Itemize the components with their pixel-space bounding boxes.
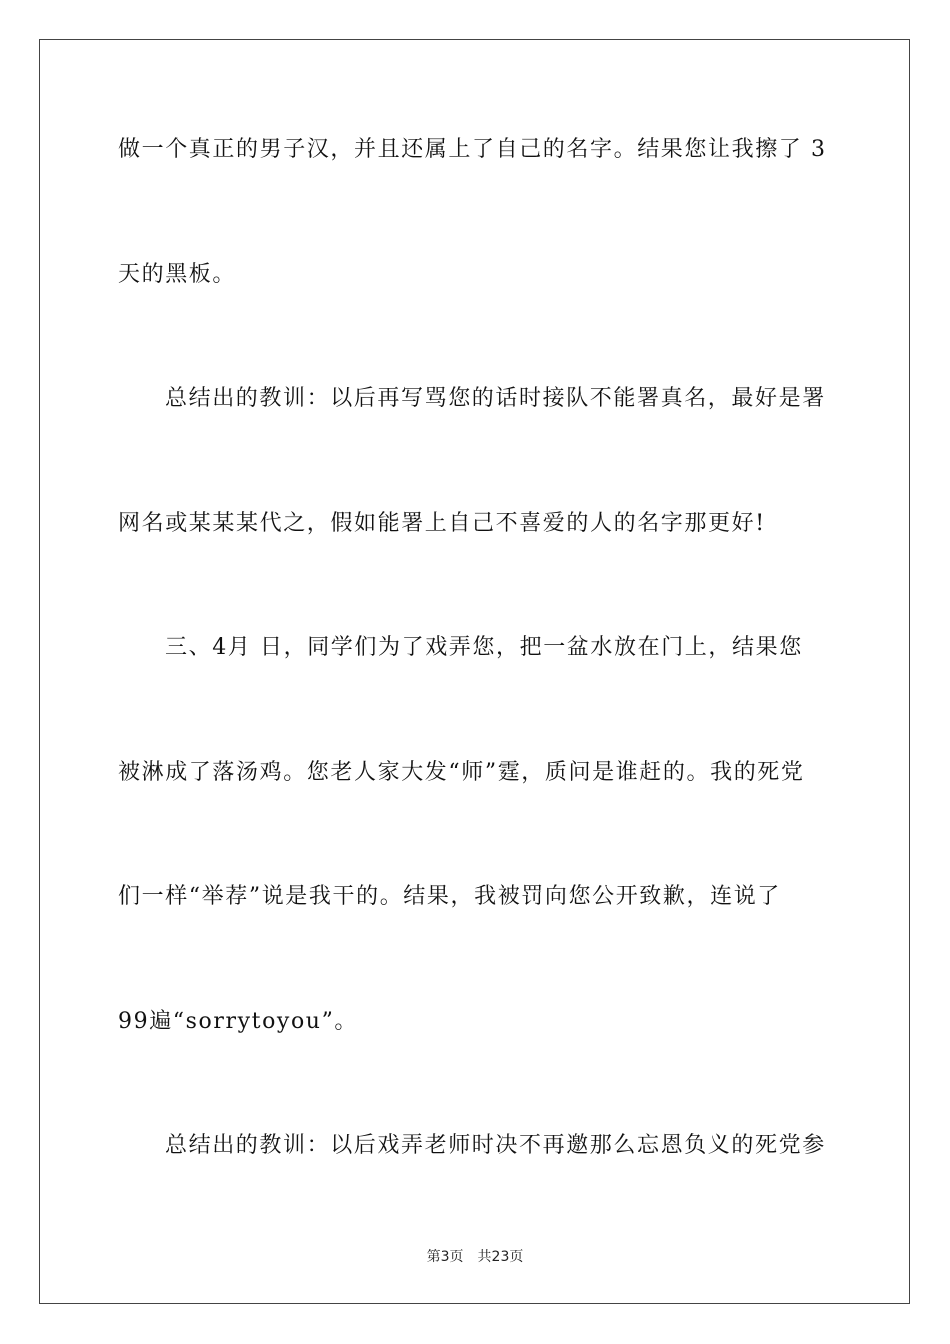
page-footer — [0, 1247, 950, 1267]
text-line-3: 总结出的教训：以后再写骂您的话时接队不能署真名，最好是署 — [165, 386, 826, 411]
text-line-7: 们一样“举荐”说是我干的。结果，我被罚向您公开致歉，连说了 — [118, 884, 781, 909]
text-line-1: 做一个真正的男子汉，并且还属上了自己的名字。结果您让我擦了 3 — [118, 137, 827, 162]
text-line-5: 三、4月 日，同学们为了戏弄您，把一盆水放在门上，结果您 — [165, 635, 803, 660]
page-border — [39, 39, 910, 1304]
text-line-9: 总结出的教训：以后戏弄老师时决不再邀那么忘恩负义的死党参 — [165, 1133, 826, 1158]
text-line-4: 网名或某某某代之，假如能署上自己不喜爱的人的名字那更好! — [118, 511, 766, 536]
text-line-8: 99遍“sorrytoyou”。 — [118, 1009, 359, 1034]
text-line-6: 被淋成了落汤鸡。您老人家大发“师”霆，质问是谁赶的。我的死党 — [118, 760, 805, 785]
page-total: 共23页 — [477, 1249, 524, 1265]
page-number: 第3页 — [426, 1249, 464, 1265]
text-line-2: 天的黑板。 — [118, 262, 237, 287]
